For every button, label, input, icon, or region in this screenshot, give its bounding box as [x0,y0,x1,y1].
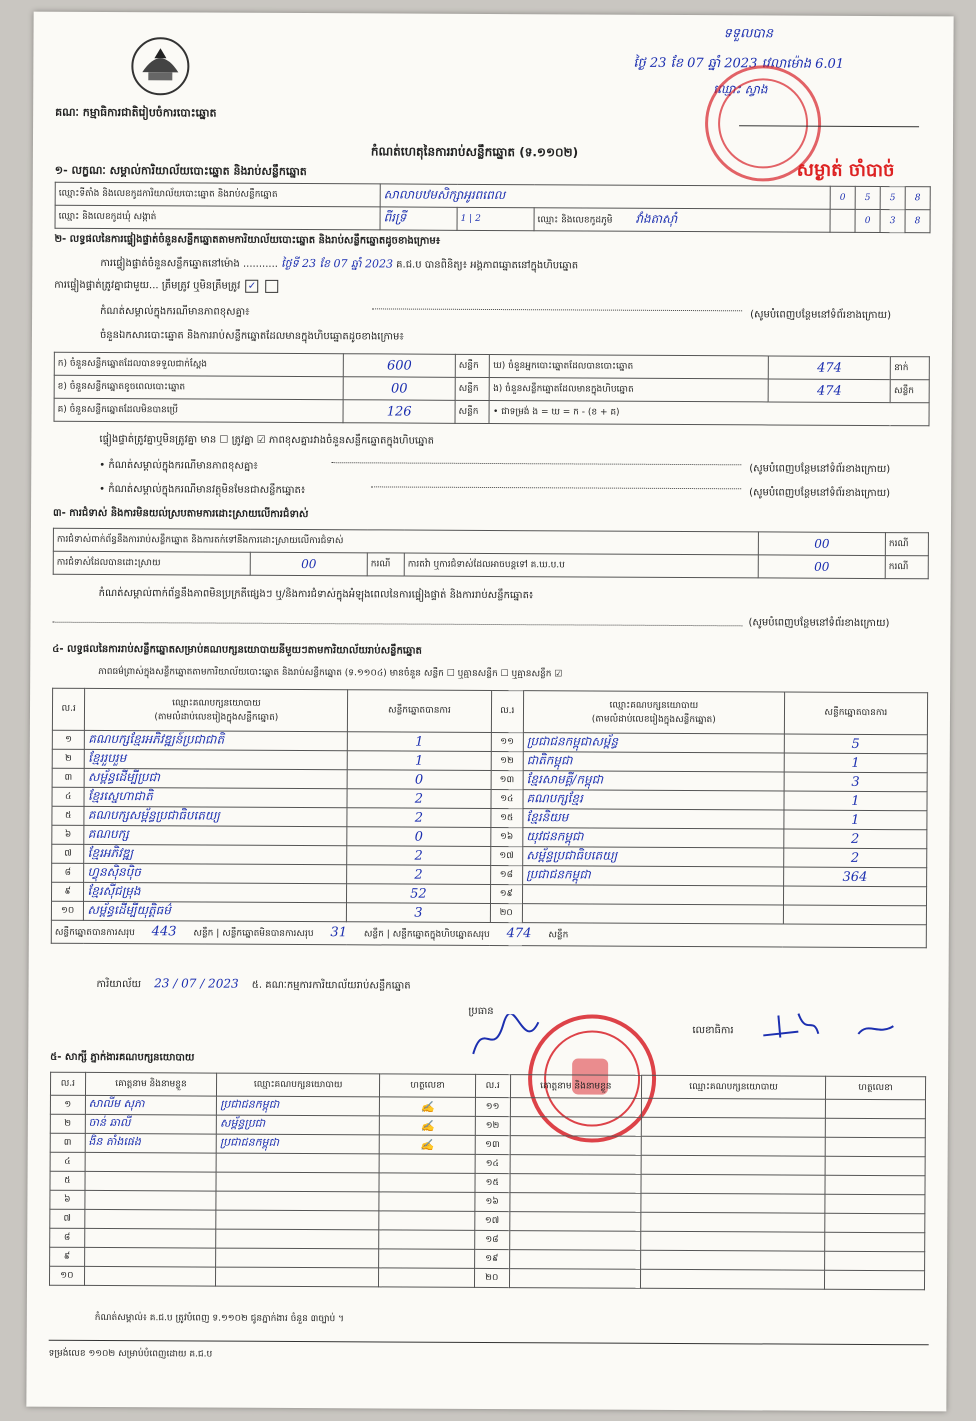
party-name: សម្ព័ន្ធប្រជាធិបតេយ្យ [523,847,784,867]
col-party-subheader: (តាមលំដាប់លេខរៀងក្នុងសន្លឹកឆ្នោត) [154,711,279,723]
col-party-header: ឈ្មោះគណបក្សនយោបាយ [217,1073,380,1097]
witness-name [509,1212,641,1232]
witness-name [85,1152,217,1172]
committee-label: ៥. គណៈកម្មការការិយាល័យរាប់សន្លឹកឆ្នោត [251,979,411,992]
col-votes-header: សន្លឹកឆ្នោតបានការ [348,690,491,733]
witness-signature [379,1211,475,1231]
party-number: ១៨ [490,866,523,885]
party-votes: 3 [347,903,490,923]
col-sign-header: ហត្ថលេខា [826,1076,926,1100]
appeal-value: 00 [758,555,885,579]
ballot-count-table [54,352,930,427]
witness-party [216,1191,379,1211]
witness-signature [825,1194,925,1214]
party-number: ២ [52,749,85,768]
witness-name [510,1174,642,1194]
col-no-header: ល.រ [50,1072,85,1095]
witness-party [216,1153,379,1173]
section5-title: ៥- សាក្សី ភ្នាក់ងារគណបក្សនយោបាយ [50,1051,195,1064]
count-label: ក) ចំនួនសន្លឹកឆ្នោតដែលបានទទួលជាក់ស្តែង [54,352,343,377]
col-no-header: ល.រ [475,1074,510,1097]
commune-code-digit: 2 [475,213,481,224]
check-time-label: ការផ្ទៀងផ្ទាត់ចំនួនសន្លឹកឆ្នោតនៅម៉ោង [100,257,240,270]
party-number: ១៤ [491,790,524,809]
witness-name [509,1269,641,1289]
count-label: ឃ) ចំនួនអ្នកបោះឆ្នោតដែលបានបោះឆ្នោត [490,354,769,378]
total-box-label: សន្លឹកឆ្នោតក្នុងហិបឆ្នោតសរុប [392,929,490,941]
witness-party [216,1267,379,1287]
witness-name [84,1266,216,1286]
total-box-unit: សន្លឹក [548,930,569,941]
party-number: ១ [52,730,85,749]
witness-table [49,1072,926,1291]
party-votes: 364 [783,867,926,887]
party-votes: 3 [784,772,927,792]
party-number: ២០ [490,904,523,923]
witness-signature [825,1099,925,1119]
party-number: ៧ [52,844,85,863]
witness-number: ១៤ [475,1154,510,1173]
party-number: ១០ [51,901,84,920]
witness-party [641,1098,825,1118]
party-name: ប្រជាជនកម្ពុជាសម្ព័ន្ធ [523,733,784,753]
section5-footer-note: កំណត់សម្គាល់៖ គ.ជ.ប ត្រូវបំពេញ ទ.១១០២ ជូនភ្នាក់ងារ ចំនួន ៣ច្បាប់ ។ [94,1312,345,1325]
count-label: គ) ចំនួនសន្លឹកឆ្នោតដែលមិនបានប្រើ [54,398,343,423]
witness-number: ១៣ [475,1135,510,1154]
commune-label: ឈ្មោះ និងលេខកូដឃុំ សង្កាត់ [58,211,157,222]
section1-table: ឈ្មោះទីតាំង និងលេខកូដការិយាល័យបោះឆ្នោត និងរាប់សន្លឹកឆ្នោត សាលាបឋមសិក្សាអូរពពេល 0 5 5 8 ឈ្មោះ និងលេខកូដឃុំ សង្កាត់ ពីរទ្រី 1 | 2 ឈ្មោះ និងលេខកូដភូមិ វាំងតាស៊ាំ 0 3 8 [55,182,931,234]
village-value: វាំងតាស៊ាំ [635,211,678,226]
witness-number: ១៩ [474,1249,509,1268]
village-code-digit: 8 [905,210,930,233]
office-value: សាលាបឋមសិក្សាអូរពពេល [380,184,830,209]
party-votes: 2 [347,846,490,866]
witness-party [216,1210,379,1230]
witness-number: ១២ [475,1116,510,1135]
docs-line: ចំនួនឯកសារបោះឆ្នោត និងការរាប់សន្លឹកឆ្នោតដែលមានក្នុងហិបឆ្នោតដូចខាងក្រោម៖ [99,329,404,343]
objection-label: ការជំទាស់ពាក់ព័ន្ធនឹងការរាប់សន្លឹកឆ្នោត និងការតក់ទៅនឹងការដោះស្រាយលើការជំទាស់ [53,528,758,555]
witness-number: ៧ [50,1209,85,1228]
chair-label: ប្រធាន [468,1005,494,1018]
col-votes-header: សន្លឹកឆ្នោតបានការ [784,692,928,735]
total-valid-value: 443 [151,924,177,940]
received-date: ថ្ងៃ 23 ខែ 07 ឆ្នាំ 2023 វេលាម៉ោង 6.01 [633,55,845,72]
total-invalid-label: សន្លឹកឆ្នោតមិនបានការសរុប [222,928,314,940]
fill-note: (សូមបំពេញបន្ថែមនៅទំព័រខាងក្រោយ) [749,487,891,500]
total-invalid-value: 31 [330,925,348,941]
party-name: ខ្មែររួបរួម [85,749,348,769]
witness-party [641,1231,825,1251]
party-name: គណបក្សខ្មែរ [523,790,784,810]
resolved-unit: ករណី [367,553,404,576]
count-label: ង) ចំនួនសន្លឹកឆ្នោតដែលមានក្នុងហិបឆ្នោត [490,377,769,401]
office-code-digit: 8 [905,187,930,210]
witness-name [84,1228,216,1248]
check-line2: ការផ្ទៀងផ្ទាត់ត្រូវគ្នាជាមួយ... ត្រឹមត្រូវ ឬមិនត្រឹមត្រូវ [54,279,241,292]
party-votes: 0 [347,770,490,790]
witness-name [85,1190,217,1210]
resolved-value: 00 [250,552,367,576]
correct-checkbox[interactable]: ✓ [245,279,258,292]
check-line-rest: គ.ជ.ប បានពិនិត្យ៖ អង្គភាពឆ្នោតនៅក្នុងហិបឆ្នោត [396,259,579,272]
witness-party [641,1193,825,1213]
total-box-value: 474 [506,926,532,942]
party-name: គណបក្សសម្ព័ន្ធប្រជាធិបតេយ្យ [84,806,347,826]
incorrect-checkbox[interactable] [266,279,279,292]
witness-name [510,1098,642,1118]
witness-number: ២០ [474,1268,509,1287]
party-name: សម្ព័ន្ធដើម្បីប្រជា [85,768,348,788]
party-votes: 1 [348,732,491,752]
party-votes [783,886,926,906]
witness-signature [825,1137,925,1157]
witness-signature [379,1268,475,1288]
party-votes: 2 [347,789,490,809]
col-party-header: ឈ្មោះគណបក្សនយោបាយ [641,1075,825,1099]
witness-name [509,1250,641,1270]
witness-signature [379,1154,475,1174]
section4-title: ៤- លទ្ធផលនៃការរាប់សន្លឹកឆ្នោតសម្រាប់គណបក្សនយោបាយនីមួយៗតាមការិយាល័យរាប់សន្លឹកឆ្នោត [52,643,422,657]
party-name: ខ្មែរស្នេហាជាតិ [84,787,347,807]
witness-number: ១៧ [475,1211,510,1230]
witness-name [85,1171,217,1191]
witness-signature [825,1213,925,1233]
witness-party [641,1136,825,1156]
witness-name: ងិន តាំងផេង [85,1133,217,1153]
count-unit: សន្លឹក [890,380,929,403]
witness-number: ១០ [49,1266,84,1285]
witness-signature: ✍ [379,1135,475,1155]
count-value: 600 [343,354,455,378]
party-votes: 1 [784,753,927,773]
party-votes: 1 [784,810,927,830]
party-votes: 2 [783,829,926,849]
secretary-label: លេខាធិការ [692,1025,734,1037]
witness-name: ចាន់ ឆាលី [85,1114,217,1134]
total-valid-label: សន្លឹកឆ្នោតបានការសរុប [54,927,135,939]
org-name: គណៈ កម្មាធិការជាតិរៀបចំការបោះឆ្នោត [55,105,217,120]
col-sign-header: ហត្ថលេខា [380,1074,476,1098]
witness-party [641,1117,825,1137]
witness-number: ៣ [50,1133,85,1152]
commune-value: ពីរទ្រី [380,207,457,230]
witness-signature: ✍ [379,1116,475,1136]
witness-signature [825,1118,925,1138]
witness-signature [379,1249,475,1269]
witness-name [509,1193,641,1213]
witness-party: ប្រជាជនកម្ពុជា [216,1134,379,1154]
party-votes: 1 [784,791,927,811]
witness-name [84,1209,216,1229]
party-number: ១១ [491,733,524,752]
witness-signature [379,1192,475,1212]
witness-party [216,1172,379,1192]
count-label: ខ) ចំនួនសន្លឹកឆ្នោតខូចពេលបោះឆ្នោត [54,375,343,400]
witness-number: ១៥ [475,1173,510,1192]
count-unit: សន្លឹក [455,354,490,377]
witness-party [641,1155,825,1175]
commune-code-digit: 1 [460,213,467,224]
witness-name [510,1155,642,1175]
witness-name: សាលីម សុភា [85,1095,217,1115]
count-row [54,398,929,426]
party-votes: 0 [347,827,490,847]
witness-row [49,1266,924,1290]
party-name: ខ្មែរអភិវឌ្ឍ [84,844,347,864]
received-by: ឈ្មោះ ស្វាង [713,82,768,97]
witness-number: ៥ [50,1171,85,1190]
witness-number: ១១ [475,1097,510,1116]
witness-party: ប្រជាជនកម្ពុជា [217,1096,380,1116]
office-code-digit: 5 [855,186,880,209]
village-label: ឈ្មោះ និងលេខកូដភូមិ [537,215,613,226]
objection-value: 00 [758,532,885,556]
office-label: ឈ្មោះទីតាំង និងលេខកូដការិយាល័យបោះឆ្នោត និងរាប់សន្លឹកឆ្នោត [55,182,380,207]
section3-title: ៣- ការជំទាស់ និងការមិនយល់ស្របតាមការដោះស្រាយលើការជំទាស់ [53,507,309,521]
section1-title: ១- លក្ខណៈ សម្គាល់ការិយាល័យបោះឆ្នោត និងរាប់សន្លឹកឆ្នោត [54,163,307,179]
party-number: ១៥ [490,809,523,828]
total-valid-unit: សន្លឹក [193,928,214,939]
witness-signature [379,1230,475,1250]
witness-party [641,1250,825,1270]
col-no-header: ល.រ [52,688,85,730]
difference-bullet: • កំណត់សម្គាល់ក្នុងករណីមានភាពខុសគ្នា៖ [99,459,258,472]
appeal-label: ការតវ៉ា ឬការជំទាស់ដែលអាចបន្តទៅ គ.ឃ.ប.ប [404,553,758,578]
office-code-digit: 0 [830,186,855,209]
party-name: គណបក្ស [84,825,347,845]
col-no-header: ល.រ [491,691,524,733]
witness-signature [825,1156,925,1176]
village-code-digit: 0 [855,209,880,232]
witness-number: ៩ [50,1247,85,1266]
party-number: ១៣ [491,771,524,790]
irregularity-note: កំណត់សម្គាល់ពាក់ព័ន្ធនឹងភាពមិនប្រក្រតីផ្សេងៗ ឬ/និងការជំទាស់ក្នុងអំឡុងពេលនៃការផ្ទៀងផ្ទាត់ និងការរាប់សន្លឹកឆ្នោត៖ [98,587,534,602]
village-code-digit: 3 [880,210,905,233]
party-number: ៦ [52,825,85,844]
party-number: ៤ [52,787,85,806]
objection-table [53,528,929,580]
witness-number: ៦ [50,1190,85,1209]
fill-note: (សូមបំពេញបន្ថែមនៅទំព័រខាងក្រោយ) [749,463,891,476]
witness-number: ៤ [50,1152,85,1171]
party-votes: 2 [347,808,490,828]
appeal-unit: ករណី [885,556,928,579]
document-page: គណៈ កម្មាធិការជាតិរៀបចំការបោះឆ្នោត កំណត់ហេតុនៃការរាប់សន្លឹកឆ្នោត (ទ.១១០២) ថ្ងៃ 23 ខែ 07 ឆ្នាំ 2023 វេលាម៉ោង 6.01 ទទួលបាន ឈ្មោះ ស្វាង សម្ងាត់ ចាំបាច់ ១- លក្ខណៈ សម្គាល់ការិយាល័យបោះឆ្នោត និងរាប់សន្លឹកឆ្នោត ឈ្មោះទីតាំង និងលេខកូដការិយាល័យបោះឆ្នោត និងរាប់សន្លឹកឆ្នោត សាលាបឋមសិក្សាអូរពពេល 0 5 5 8 ឈ្មោះ និងលេខកូដឃុំ សង្កាត់ ពីរទ្រី 1 | 2 ឈ្មោះ និងលេខកូដភូមិ វាំងតាស៊ាំ 0 3 8 ២- លទ្ធផលនៃការផ្ទៀងផ្ទាត់ចំនួនសន្លឹកឆ្នោតតាមការិយាល័យបោះឆ្នោត និងរាប់សន្លឹកឆ្នោតដូចខាងក្រោម៖ ការផ្ទៀងផ្ទាត់ចំនួនសន្លឹកឆ្នោតនៅម៉ោង ........... ថ្ងៃទី 23 ខែ 07 ឆ្នាំ 2023 គ.ជ.ប បានពិនិត្យ៖ អង្គភាពឆ្នោតនៅក្នុងហិបឆ្នោត ការផ្ទៀងផ្ទាត់ត្រូវគ្នាជាមួយ... ត្រឹមត្រូវ ឬមិនត្រឹមត្រូវ ✓ កំណត់សម្គាល់ក្នុងករណីមានភាពខុសគ្នា៖ (សូមបំពេញបន្ថែមនៅទំព័រខាងក្រោយ) ចំនួនឯកសារបោះឆ្នោត និងការរាប់សន្លឹកឆ្នោតដែលមានក្នុងហិបឆ្នោតដូចខាងក្រោម៖ ក) ចំនួនសន្លឹកឆ្នោតដែលបានទទួលជាក់ស្តែង 600 សន្លឹក ឃ) ចំនួនអ្នកបោះឆ្នោតដែលបានបោះឆ្នោត 474 នាក់ ខ) ចំនួនសន្លឹកឆ្នោតខូចពេលបោះឆ្នោត 00 សន្លឹក ង) ចំនួនសន្លឹកឆ្នោតដែលមានក្នុងហិបឆ្នោត 474 សន្លឹក គ) ចំនួនសន្លឹកឆ្នោតដែលមិនបានប្រើ 126 សន្លឹក • ជាទម្រង់ ង = ឃ = ក - (ខ + គ) ផ្ទៀងផ្ទាត់ត្រូវគ្នាឬមិនត្រូវគ្នា មាន ☐ ត្រូវគ្នា ☑ ភាពខុសគ្នារវាងចំនួនសន្លឹកឆ្នោតក្នុងហិបឆ្នោត • កំណត់សម្គាល់ក្នុងករណីមានភាពខុសគ្នា៖ (សូមបំពេញបន្ថែមនៅទំព័រខាងក្រោយ) • កំណត់សម្គាល់ក្នុងករណីមានវត្ថុមិនមែនជាសន្លឹកឆ្នោត៖ (សូមបំពេញបន្ថែមនៅទំព័រខាងក្រោយ) ៣- ការជំទាស់ និងការមិនយល់ស្របតាមការដោះស្រាយលើការជំទាស់ ការជំទាស់ពាក់ព័ន្ធនឹងការរាប់សន្លឹកឆ្នោត និងការតក់ទៅនឹងការដោះស្រាយលើការជំទាស់ 00 ករណី ការជំទាស់ដែលបានដោះស្រាយ 00 ករណី ការតវ៉ា ឬការជំទាស់ដែលអាចបន្តទៅ គ.ឃ.ប.ប 00 ករណី កំណត់សម្គាល់ពាក់ព័ន្ធនឹងភាពមិនប្រក្រតីផ្សេងៗ ឬ/និងការជំទាស់ក្នុងអំឡុងពេលនៃការផ្ទៀងផ្ទាត់ និងការរាប់សន្លឹកឆ្នោត៖ (សូមបំពេញបន្ថែមនៅទំព័រខាងក្រោយ) ៤- លទ្ធផលនៃការរាប់សន្លឹកឆ្នោតសម្រាប់គណបក្សនយោបាយនីមួយៗតាមការិយាល័យរាប់សន្លឹកឆ្នោត ភាពធម៌ព្រាស់ក្នុងសន្លឹកឆ្នោតតាមការិយាល័យបោះឆ្នោត និងរាប់សន្លឹកឆ្នោត (ទ.១១០៤) មានចំនួន សន្លឹក ☐ ឬគ្មានសន្លឹក ☐ ឬគ្មានសន្លឹក ☑ ល.រ ឈ្មោះគណបក្សនយោបាយ (តាមលំដាប់លេខរៀងក្នុងសន្លឹកឆ្នោត) សន្លឹកឆ្នោតបានការ ល.រ ឈ្មោះគណបក្សនយោបាយ (តាមលំដាប់លេខរៀងក្នុងសន្លឹកឆ្នោត) សន្លឹកឆ្នោតបានការ ១ គណបក្សខ្មែរអភិវឌ្ឍន៍ប្រជាជាតិ 1 ១១ ប្រជាជនកម្ពុជាសម្ព័ន្ធ 5 ២ ខ្មែររួបរួម 1 ១២ ជាតិកម្ពុជា 1 ៣ សម្ព័ន្ធដើម្បីប្រជា 0 ១៣ ខ្មែរសាមគ្គី/កម្ពុជា 3 ៤ ខ្មែរស្នេហាជាតិ 2 ១៤ គណបក្សខ្មែរ 1 ៥ គណបក្សសម្ព័ន្ធប្រជាធិបតេយ្យ 2 ១៥ ខ្មែរនិយម 1 ៦ គណបក្ស 0 ១៦ យុវជនកម្ពុជា 2 ៧ ខ្មែរអភិវឌ្ឍ 2 ១៧ សម្ព័ន្ធប្រជាធិបតេយ្យ 2 ៨ ហ្វុនស៊ិនប៉ិច 2 ១៨ ប្រជាជនកម្ពុជា 364 ៩ ខ្មែរស៊ីជម្រុង 52 ១៩ ១០ សម្ព័ន្ធដើម្បីយុត្តិធម៌ 3 ២០ សន្លឹកឆ្នោតបានការសរុប 443 សន្លឹក | សន្លឹកឆ្នោតមិនបានការសរុប 31 សន្លឹក | សន្លឹកឆ្នោតក្នុងហិបឆ្នោតសរុប 474 សន្លឹក ការិយាល័យ 23 / 07 / 2023 ៥. គណៈកម្មការការិយាល័យរាប់សន្លឹកឆ្នោត ប្រធាន លេខាធិការ ៥- សាក្សី ភ្នាក់ងារគណបក្សនយោបាយ ល.រ គោត្តនាម និងនាមខ្លួន ឈ្មោះគណបក្សនយោបាយ ហត្ថលេខា ល.រ គោត្តនាម និងនាមខ្លួន ឈ្មោះគណបក្សនយោបាយ ហត្ថលេខា ១ សាលីម សុភា ប្រជាជនកម្ពុជា ✍ ១១ ២ ចាន់ ឆាលី សម្ព័ន្ធប្រជា ✍ ១២ ៣ ងិន តាំងផេង ប្រជាជនកម្ពុជា ✍ ១៣ ៤ ១៤ ៥ ១៥ ៦ ១៦ ៧ ១៧ ៨ ១៨ ៩ ១៩ ១០ ២០ កំណត់សម្គាល់៖ គ.ជ.ប ត្រូវបំពេញ ទ.១១០២ ជូនភ្នាក់ងារ ចំនួន ៣ច្បាប់ ។ ទម្រង់លេខ ១១០២ សម្រាប់បំពេញដោយ គ.ជ.ប [26,12,953,1412]
party-number: ៣ [52,768,85,787]
party-name: ប្រជាជនកម្ពុជា [523,866,784,886]
witness-number: ១ [50,1095,85,1114]
party-number: ១៩ [490,885,523,904]
match-line: ផ្ទៀងផ្ទាត់ត្រូវគ្នាឬមិនត្រូវគ្នា មាន ☐ ត្រូវគ្នា ☑ ភាពខុសគ្នារវាងចំនួនសន្លឹកឆ្នោតក្នុងហិបឆ្នោត [99,433,435,447]
count-value: 126 [343,400,455,424]
witness-name [510,1136,642,1156]
col-party-header: ឈ្មោះគណបក្សនយោបាយ [609,700,699,711]
witness-signature [825,1251,925,1271]
party-name [522,885,783,905]
witness-number: ១៨ [475,1230,510,1249]
party-name: គណបក្សខ្មែរអភិវឌ្ឍន៍ប្រជាជាតិ [85,730,348,750]
party-number: ១៧ [490,847,523,866]
party-number: ៩ [52,882,85,901]
party-number: ១៦ [490,828,523,847]
section4-subline: ភាពធម៌ព្រាស់ក្នុងសន្លឹកឆ្នោតតាមការិយាល័យបោះឆ្នោត និងរាប់សន្លឹកឆ្នោត (ទ.១១០៤) មានចំនួន សន្លឹក ☐ ឬគ្មានសន្លឹក ☐ ឬគ្មានសន្លឹក ☑ [98,666,563,680]
party-name: ខ្មែរស៊ីជម្រុង [84,882,347,902]
party-name [522,904,783,924]
witness-signature [379,1173,475,1193]
count-value: 00 [343,377,455,401]
fill-note: (សូមបំពេញបន្ថែមនៅទំព័រខាងក្រោយ) [750,309,892,322]
witness-signature [825,1175,925,1195]
witness-party: សម្ព័ន្ធប្រជា [216,1115,379,1135]
party-votes: 2 [347,865,490,885]
count-unit: សន្លឹក [455,377,490,400]
col-name-header: គោត្តនាម និងនាមខ្លួន [510,1075,642,1099]
party-name: ខ្មែរសាមគ្គី/កម្ពុជា [523,771,784,791]
col-party-header: ឈ្មោះគណបក្សនយោបាយ [172,697,261,709]
party-name: ជាតិកម្ពុជា [523,752,784,772]
resolved-label: ការជំទាស់ដែលបានដោះស្រាយ [53,551,250,575]
secret-label: សម្ងាត់ ចាំបាច់ [796,159,895,182]
witness-signature [825,1232,925,1252]
party-votes: 52 [347,884,490,904]
witness-party [641,1212,825,1232]
witness-party [216,1229,379,1249]
count-value: 474 [768,379,890,403]
witness-party [641,1174,825,1194]
count-unit: សន្លឹក [455,400,490,423]
results-table: ល.រ ឈ្មោះគណបក្សនយោបាយ (តាមលំដាប់លេខរៀងក្នុងសន្លឹកឆ្នោត) សន្លឹកឆ្នោតបានការ ល.រ ឈ្មោះគណបក្សនយោបាយ (តាមលំដាប់លេខរៀងក្នុងសន្លឹកឆ្នោត) សន្លឹកឆ្នោតបានការ ១ គណបក្សខ្មែរអភិវឌ្ឍន៍ប្រជាជាតិ 1 ១១ ប្រជាជនកម្ពុជាសម្ព័ន្ធ 5 ២ ខ្មែររួបរួម 1 ១២ ជាតិកម្ពុជា 1 ៣ សម្ព័ន្ធដើម្បីប្រជា 0 ១៣ ខ្មែរសាមគ្គី/កម្ពុជា 3 ៤ ខ្មែរស្នេហាជាតិ 2 ១៤ គណបក្សខ្មែរ 1 ៥ គណបក្សសម្ព័ន្ធប្រជាធិបតេយ្យ 2 ១៥ ខ្មែរនិយម 1 ៦ គណបក្ស 0 ១៦ យុវជនកម្ពុជា 2 ៧ ខ្មែរអភិវឌ្ឍ 2 ១៧ សម្ព័ន្ធប្រជាធិបតេយ្យ 2 ៨ ហ្វុនស៊ិនប៉ិច 2 ១៨ ប្រជាជនកម្ពុជា 364 ៩ ខ្មែរស៊ីជម្រុង 52 ១៩ ១០ សម្ព័ន្ធដើម្បីយុត្តិធម៌ 3 ២០ សន្លឹកឆ្នោតបានការសរុប 443 សន្លឹក | សន្លឹកឆ្នោតមិនបានការសរុប 31 សន្លឹក | សន្លឹកឆ្នោតក្នុងហិបឆ្នោតសរុប 474 សន្លឹក [51,688,928,949]
party-name: យុវជនកម្ពុជា [523,828,784,848]
party-name: ខ្មែរនិយម [523,809,784,829]
party-votes [783,905,926,925]
witness-number: ៨ [50,1228,85,1247]
witness-party [216,1248,379,1268]
form-title: កំណត់ហេតុនៃការរាប់សន្លឹកឆ្នោត (ទ.១១០២) [370,144,579,160]
total-invalid-unit: សន្លឹក [363,929,384,940]
date-value: 23 / 07 / 2023 [154,976,239,991]
check-date: ថ្ងៃទី 23 ខែ 07 ឆ្នាំ 2023 [281,256,394,271]
col-party-subheader: (តាមលំដាប់លេខរៀងក្នុងសន្លឹកឆ្នោត) [591,714,716,725]
party-number: ៨ [52,863,85,882]
party-votes: 1 [347,751,490,771]
section2-title: ២- លទ្ធផលនៃការផ្ទៀងផ្ទាត់ចំនួនសន្លឹកឆ្នោតតាមការិយាល័យបោះឆ្នោត និងរាប់សន្លឹកឆ្នោតដូចខាងក្រោម៖ [54,233,441,247]
formula-label: • ជាទម្រង់ ង = ឃ = ក - (ខ + គ) [489,400,929,425]
party-votes: 5 [784,734,927,754]
witness-number: ២ [50,1114,85,1133]
party-number: ៥ [52,806,85,825]
date-label: ការិយាល័យ [96,978,142,991]
count-unit: នាក់ [891,357,930,380]
footer-text: ទម្រង់លេខ ១១០២ សម្រាប់បំពេញដោយ គ.ជ.ប [48,1348,213,1360]
party-name: ហ្វុនស៊ិនប៉ិច [84,863,347,883]
witness-name [84,1247,216,1267]
fill-note: (សូមបំពេញបន្ថែមនៅទំព័រខាងក្រោយ) [748,617,890,630]
emblem-icon [128,34,192,98]
office-code-digit: 5 [880,187,905,210]
count-value: 474 [768,356,890,380]
witness-signature [825,1270,925,1290]
witness-party [640,1269,824,1289]
party-number: ១២ [491,752,524,771]
foreign-object-bullet: • កំណត់សម្គាល់ក្នុងករណីមានវត្ថុមិនមែនជាសន្លឹកឆ្នោត៖ [99,483,306,497]
party-votes: 2 [783,848,926,868]
party-name: សម្ព័ន្ធដើម្បីយុត្តិធម៌ [84,901,347,921]
witness-signature: ✍ [380,1097,476,1117]
difference-note: កំណត់សម្គាល់ក្នុងករណីមានភាពខុសគ្នា៖ [100,305,250,318]
received-label: ទទួលបាន [723,26,774,42]
objection-unit: ករណី [885,533,928,556]
witness-number: ១៦ [475,1192,510,1211]
witness-name [510,1117,642,1137]
col-name-header: គោត្តនាម និងនាមខ្លួន [85,1072,217,1096]
witness-name [509,1231,641,1251]
secretary-signature [758,1005,908,1050]
